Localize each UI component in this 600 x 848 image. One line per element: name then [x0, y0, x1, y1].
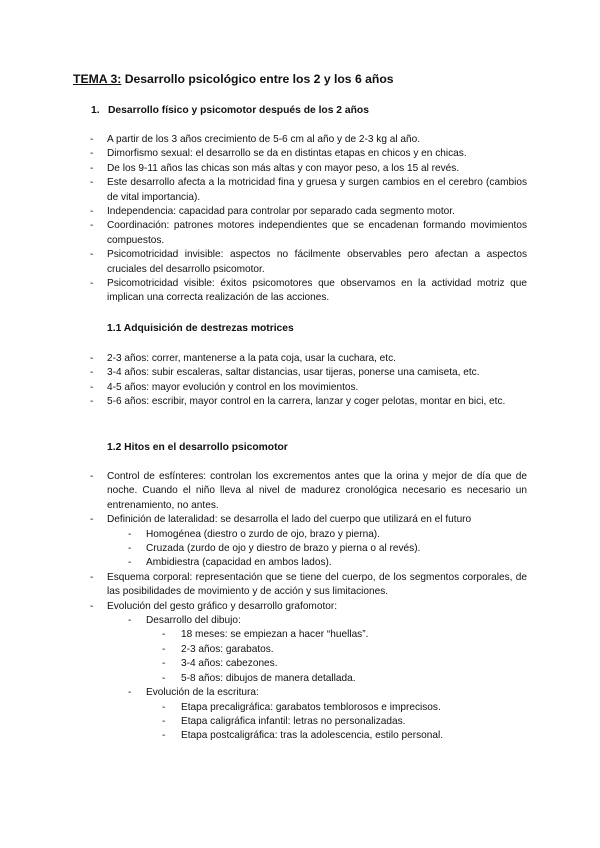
section-1-title: Desarrollo físico y psicomotor después de los 2 años: [108, 105, 369, 116]
list-item: - 18 meses: se empiezan a hacer “huellas”.: [162, 629, 369, 641]
list-item: - Esquema corporal: representación que se tiene del cuerpo, de los segmentos corporales, de las posibilidades de movimiento y de acción y sus limitaciones.: [90, 571, 527, 598]
list-item: - Etapa precaligráfica: garabatos temblorosos e imprecisos.: [162, 701, 441, 713]
list-item: - Control de esfínteres: controlan los excrementos antes que la orina y mejor de día que de noche. Cuando el niño lleva al nivel de madurez cronológica necesario es necesario un entrenamiento, no antes.: [90, 471, 527, 511]
list-item: - 5-8 años: dibujos de manera detallada.: [162, 672, 356, 684]
section-1-1-heading: 1.1 Adquisición de destrezas motrices: [107, 323, 294, 334]
section-1-list: [0, 133, 600, 306]
list-item: - 2-3 años: garabatos.: [162, 643, 274, 655]
section-1-number: 1.: [91, 105, 100, 116]
list-item: - Desarrollo del dibujo:: [128, 615, 241, 627]
list-item: - Etapa caligráfica infantil: letras no personalizadas.: [162, 715, 406, 727]
list-item: - Dimorfismo sexual: el desarrollo se da en distintas etapas en chicos y en chicas.: [90, 148, 467, 160]
list-item: - De los 9-11 años las chicas son más altas y con mayor peso, a los 15 al revés.: [90, 162, 460, 174]
section-1-2-list: [0, 470, 600, 744]
list-item: - Definición de lateralidad: se desarrolla el lado del cuerpo que utilizará en el futuro: [90, 514, 472, 526]
list-item: - Ambidiestra (capacidad en ambos lados).: [128, 557, 332, 569]
list-item: - Cruzada (zurdo de ojo y diestro de brazo y pierna o al revés).: [128, 543, 421, 555]
list-item: - 5-6 años: escribir, mayor control en la carrera, lanzar y coger pelotas, montar en bici, etc.: [90, 396, 506, 408]
page-title: [73, 71, 394, 87]
section-1-heading: [91, 104, 369, 118]
section-1-2-heading: 1.2 Hitos en el desarrollo psicomotor: [107, 442, 288, 453]
list-item: - Evolución de la escritura:: [128, 687, 259, 699]
list-item: - Psicomotricidad visible: éxitos psicomotores que observamos en la actividad motriz que implican una correcta realización de las acciones.: [90, 278, 527, 304]
title-prefix: TEMA 3:: [73, 72, 122, 86]
list-item: - Coordinación: patrones motores independientes que se encadenan formando movimientos compuestos.: [90, 220, 527, 246]
list-item: - Etapa postcaligráfica: tras la adolescencia, estilo personal.: [162, 730, 444, 742]
list-item: - 4-5 años: mayor evolución y control en los movimientos.: [90, 381, 359, 393]
list-item: - Independencia: capacidad para controlar por separado cada segmento motor.: [90, 206, 455, 218]
title-text: Desarrollo psicológico entre los 2 y los 6 años: [121, 72, 394, 86]
list-item: - Este desarrollo afecta a la motricidad fina y gruesa y surgen cambios en el cerebro (cambios de vital importancia).: [90, 177, 527, 203]
list-item: - Evolución del gesto gráfico y desarrollo grafomotor:: [90, 600, 338, 612]
section-1-1-list: [0, 352, 600, 410]
list-item: - A partir de los 3 años crecimiento de 5-6 cm al año y de 2-3 kg al año.: [90, 134, 421, 145]
list-item: - Homogénea (diestro o zurdo de ojo, brazo y pierna).: [128, 528, 380, 540]
list-item: - Psicomotricidad invisible: aspectos no fácilmente observables pero afectan a aspectos cruciales del desarrollo psicomotor.: [90, 249, 527, 275]
list-item: - 3-4 años: subir escaleras, saltar distancias, usar tijeras, ponerse una camiseta, etc.: [90, 367, 480, 379]
list-item: - 3-4 años: cabezones.: [162, 658, 278, 670]
list-item: - 2-3 años: correr, mantenerse a la pata coja, usar la cuchara, etc.: [90, 353, 396, 364]
